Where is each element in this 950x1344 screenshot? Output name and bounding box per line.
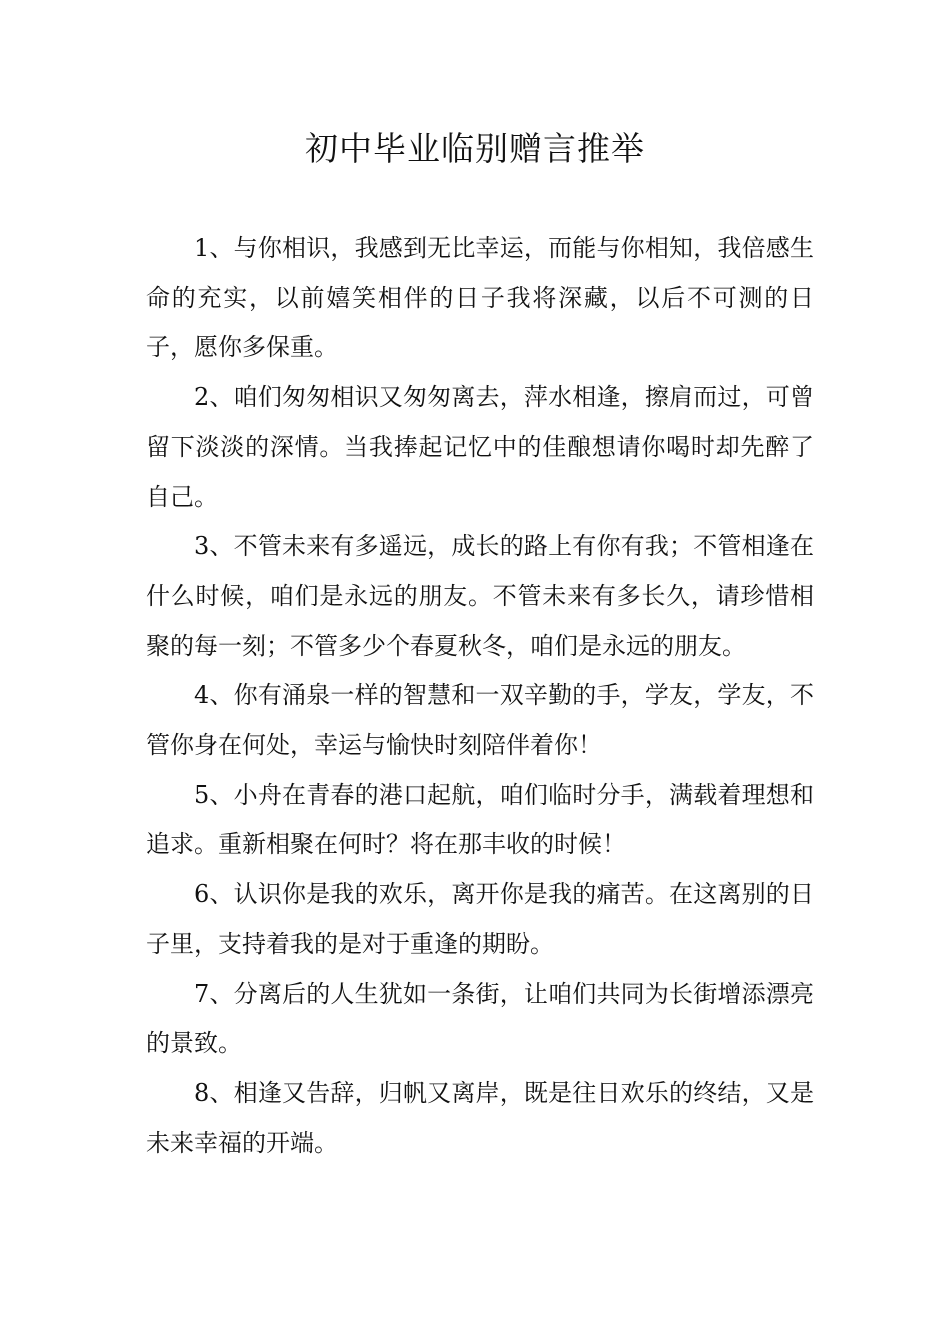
paragraph-2: 2、咱们匆匆相识又匆匆离去，萍水相逢，擦肩而过，可曾留下淡淡的深情。当我捧起记忆中的佳酿想请你喝时却先醉了自己。 [146, 383, 814, 511]
paragraph-4: 4、你有涌泉一样的智慧和一双辛勤的手，学友，学友，不管你身在何处，幸运与愉快时刻陪伴着你！ [146, 681, 814, 760]
paragraph-6: 6、认识你是我的欢乐，离开你是我的痛苦。在这离别的日子里，支持着我的是对于重逢的期盼。 [146, 880, 814, 958]
paragraph-3: 3、不管未来有多遥远，成长的路上有你有我；不管相逢在什么时候，咱们是永远的朋友。不管未来有多长久，请珍惜相聚的每一刻；不管多少个春夏秋冬，咱们是永远的朋友。 [146, 532, 814, 660]
paragraph-7: 7、分离后的人生犹如一条街，让咱们共同为长街增添漂亮的景致。 [146, 979, 814, 1058]
paragraph-8: 8、相逢又告辞，归帆又离岸，既是往日欢乐的终结，又是未来幸福的开端。 [146, 1078, 814, 1157]
paragraph-5: 5、小舟在青春的港口起航，咱们临时分手，满载着理想和追求。重新相聚在何时？将在那丰收的时候！ [146, 780, 814, 859]
paragraph-1: 1、与你相识，我感到无比幸运，而能与你相知，我倍感生命的充实，以前嬉笑相伴的日子我将深藏，以后不可测的日子，愿你多保重。 [146, 234, 814, 362]
document-title: 初中毕业临别赠言推举 [305, 129, 645, 168]
document-body [146, 224, 814, 1168]
